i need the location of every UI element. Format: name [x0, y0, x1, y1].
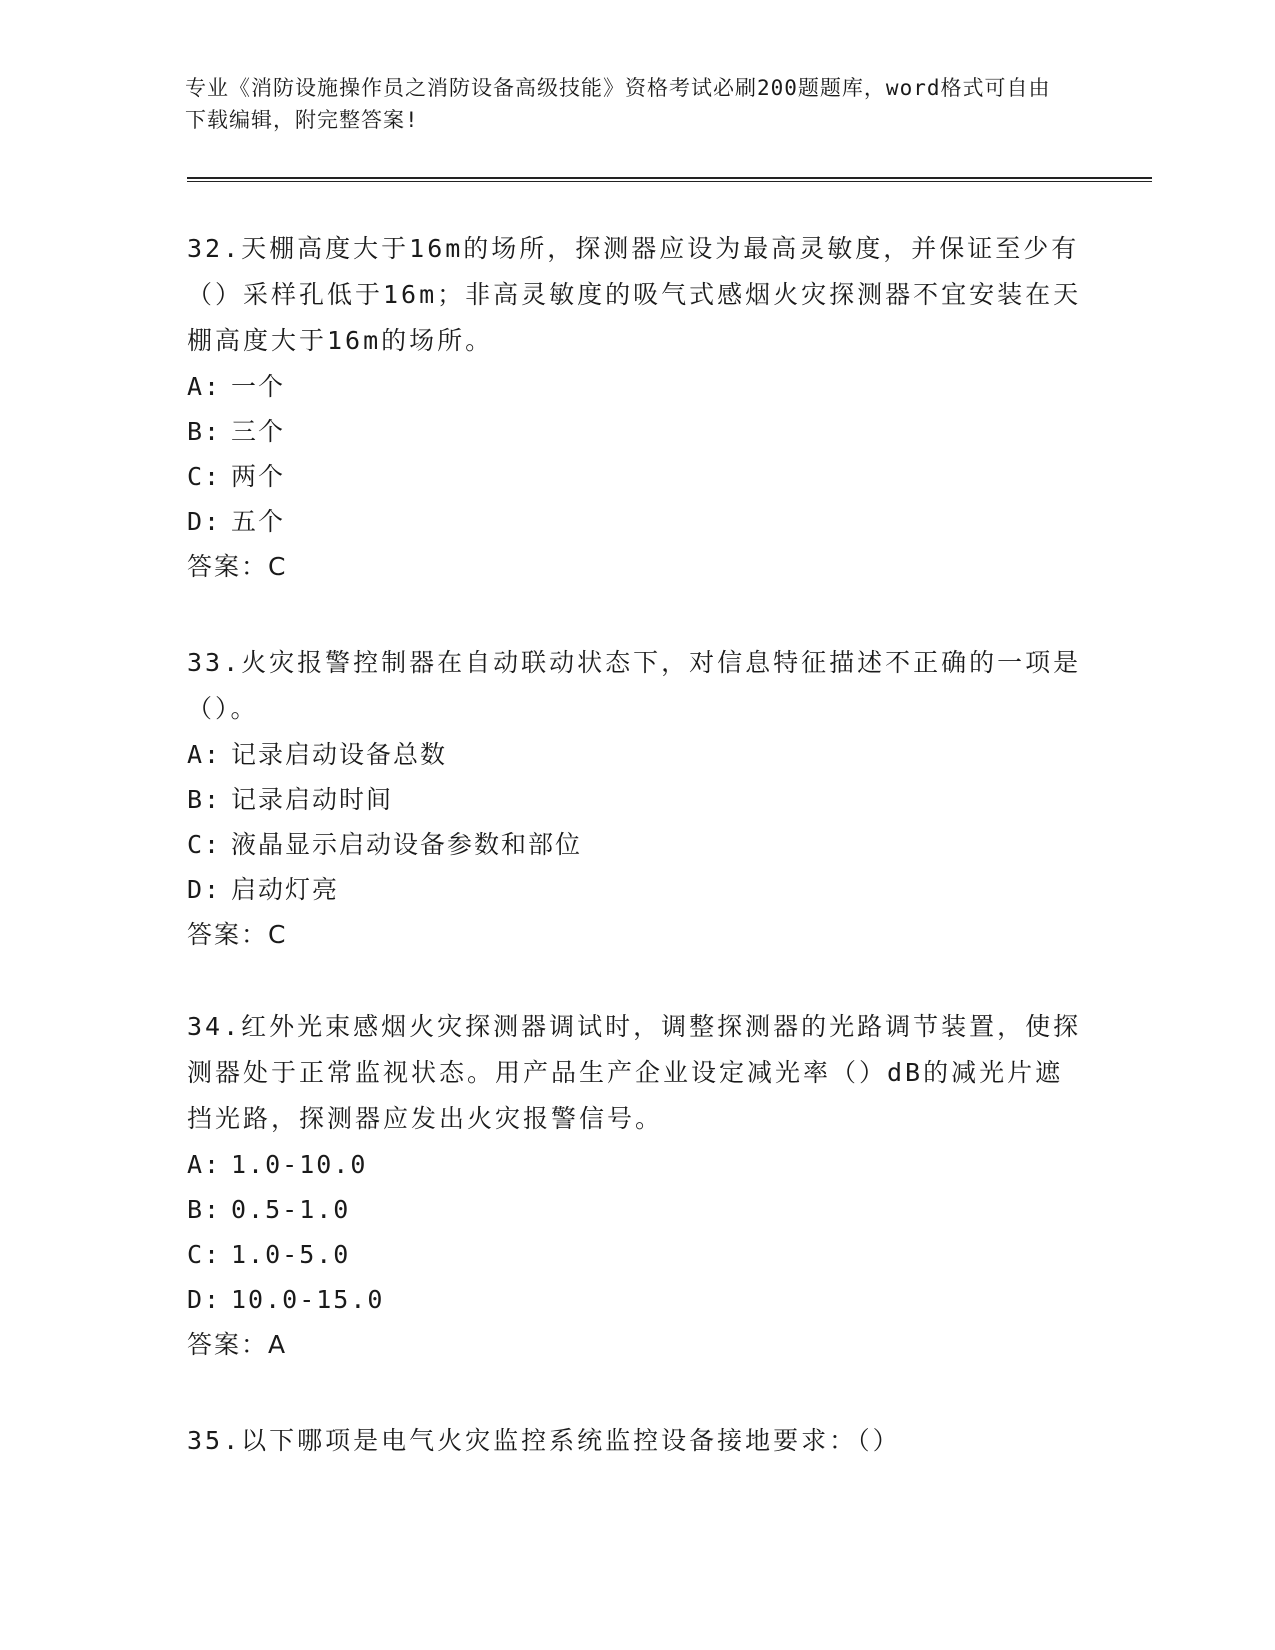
question-stem: 32.天棚高度大于16m的场所，探测器应设为最高灵敏度，并保证至少有（）采样孔低于16m；非高灵敏度的吸气式感烟火灾探测器不宜安装在天棚高度大于16m的场所。	[187, 234, 1082, 355]
option-c	[187, 822, 1087, 867]
option-d	[187, 867, 1087, 912]
answer-line: 答案：C	[187, 920, 288, 949]
option-label: A:	[187, 1150, 222, 1179]
option-text: 一个	[231, 372, 286, 401]
answer-line: 答案：C	[187, 552, 288, 581]
option-label: A:	[187, 740, 222, 769]
option-a	[187, 1142, 1087, 1187]
question-35	[187, 1418, 1087, 1464]
option-text: 1.0-10.0	[231, 1150, 368, 1179]
option-text: 记录启动时间	[231, 785, 394, 814]
option-label: C:	[187, 830, 222, 859]
question-stem: 34.红外光束感烟火灾探测器调试时，调整探测器的光路调节装置，使探测器处于正常监视状态。用产品生产企业设定减光率（）dB的减光片遮挡光路，探测器应发出火灾报警信号。	[187, 1012, 1082, 1133]
option-text: 10.0-15.0	[231, 1285, 385, 1314]
option-text: 0.5-1.0	[231, 1195, 351, 1224]
option-c	[187, 1232, 1087, 1277]
option-label: B:	[187, 785, 222, 814]
option-label: A:	[187, 372, 222, 401]
option-text: 五个	[231, 507, 286, 536]
option-label: D:	[187, 875, 222, 904]
question-33	[187, 640, 1087, 958]
question-stem: 35.以下哪项是电气火灾监控系统监控设备接地要求：（）	[187, 1426, 901, 1455]
answer-line: 答案：A	[187, 1330, 288, 1359]
option-d	[187, 499, 1087, 544]
option-label: C:	[187, 462, 222, 491]
option-label: C:	[187, 1240, 222, 1269]
option-label: B:	[187, 1195, 222, 1224]
document-header: 专业《消防设施操作员之消防设备高级技能》资格考试必刷200题题库，word格式可自由下载编辑，附完整答案!	[185, 76, 1051, 132]
option-text: 液晶显示启动设备参数和部位	[231, 830, 583, 859]
option-c	[187, 454, 1087, 499]
option-text: 启动灯亮	[231, 875, 340, 904]
option-b	[187, 409, 1087, 454]
option-a	[187, 732, 1087, 777]
option-text: 三个	[231, 417, 286, 446]
question-stem: 33.火灾报警控制器在自动联动状态下，对信息特征描述不正确的一项是（）。	[187, 648, 1082, 723]
question-32	[187, 226, 1087, 590]
option-b	[187, 1187, 1087, 1232]
option-text: 两个	[231, 462, 286, 491]
option-d	[187, 1277, 1087, 1322]
option-b	[187, 777, 1087, 822]
option-label: B:	[187, 417, 222, 446]
option-label: D:	[187, 507, 222, 536]
option-a	[187, 364, 1087, 409]
option-text: 记录启动设备总数	[231, 740, 448, 769]
question-34	[187, 1004, 1087, 1368]
option-label: D:	[187, 1285, 222, 1314]
option-text: 1.0-5.0	[231, 1240, 351, 1269]
header-divider	[187, 177, 1152, 182]
